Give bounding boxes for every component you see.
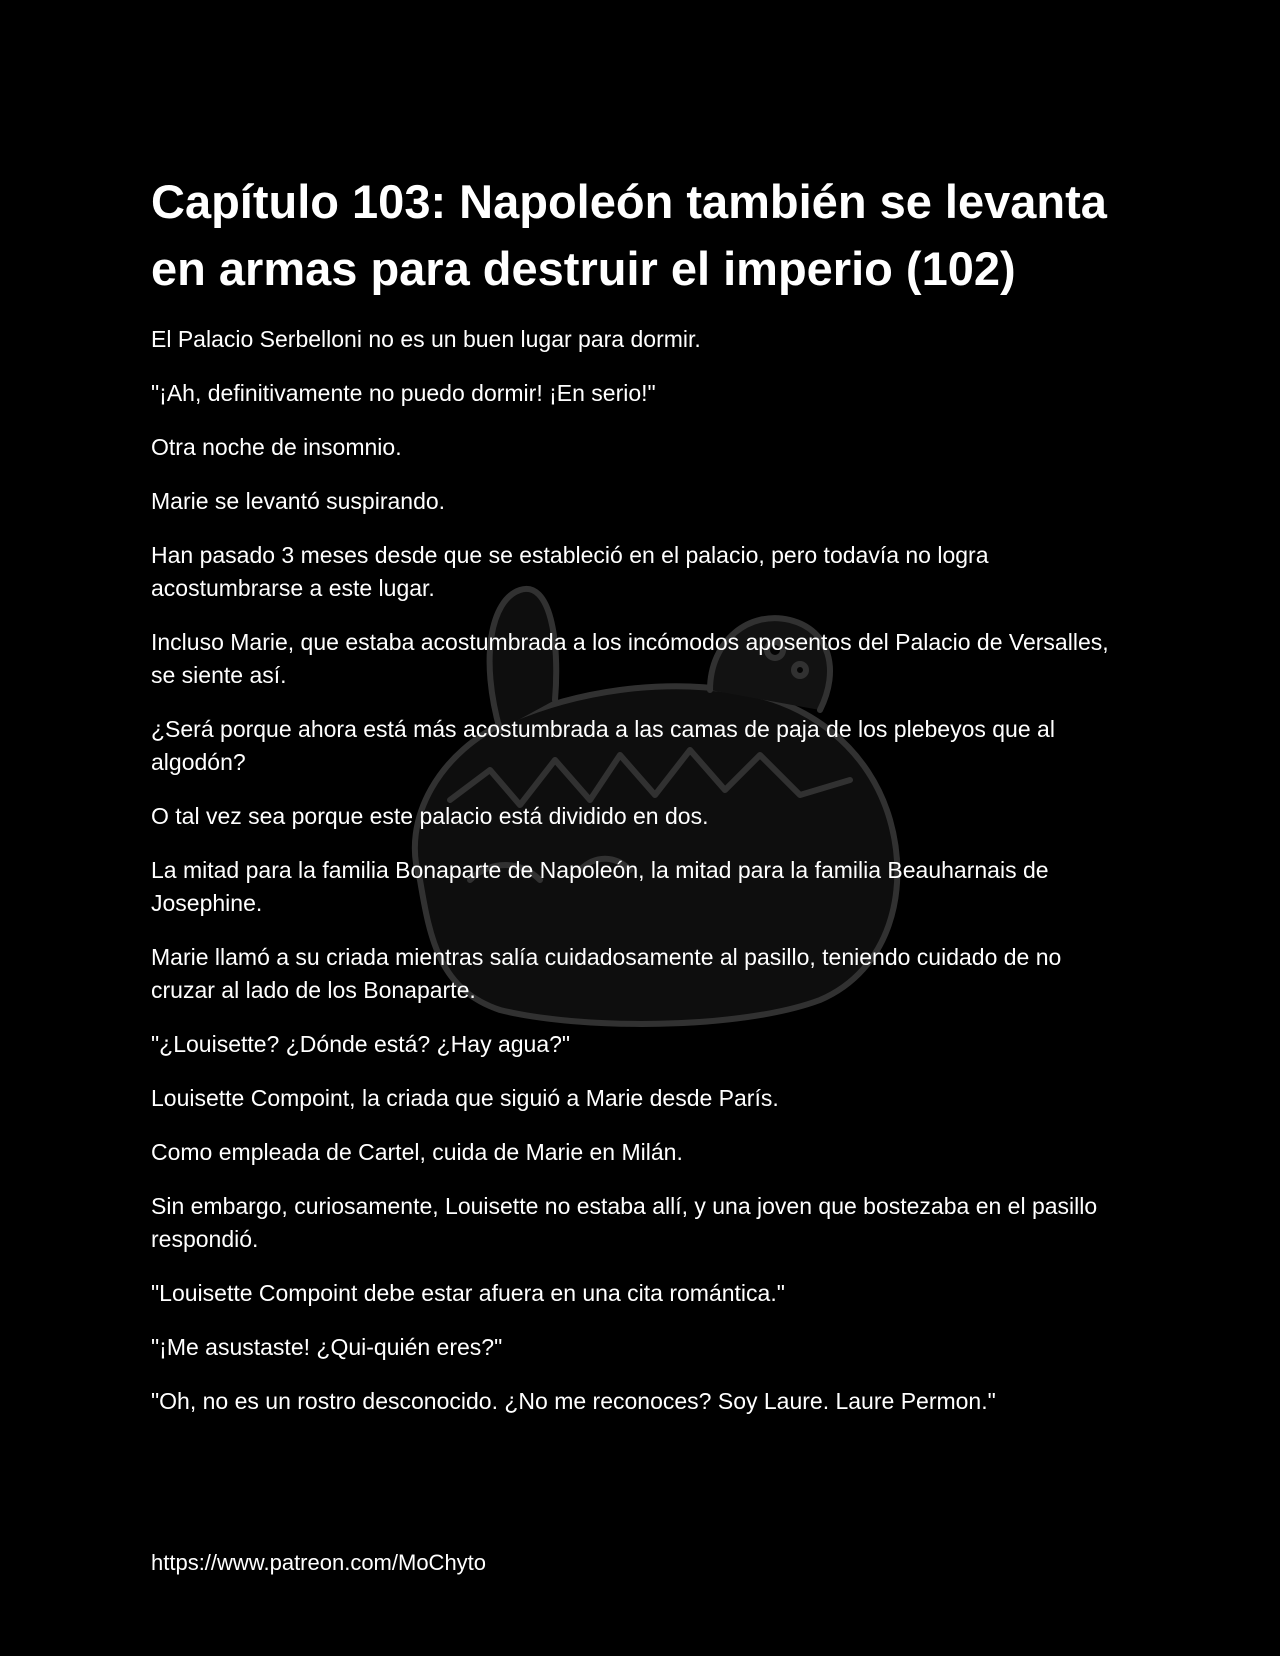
paragraph: ¿Será porque ahora está más acostumbrada a las camas de paja de los plebeyos que al algodón? <box>151 716 1055 775</box>
paragraph: El Palacio Serbelloni no es un buen lugar para dormir. <box>151 326 701 352</box>
paragraph: Marie se levantó suspirando. <box>151 488 446 514</box>
paragraph: Como empleada de Cartel, cuida de Marie en Milán. <box>151 1139 683 1165</box>
document-body <box>151 168 1131 1439</box>
chapter-title: Capítulo 103: Napoleón también se levanta en armas para destruir el imperio (102) <box>151 175 1107 295</box>
paragraph: "¡Me asustaste! ¿Qui-quién eres?" <box>151 1334 503 1360</box>
paragraph: Incluso Marie, que estaba acostumbrada a los incómodos aposentos del Palacio de Versalles, se siente así. <box>151 629 1109 688</box>
paragraph: Otra noche de insomnio. <box>151 434 402 460</box>
paragraph: "¿Louisette? ¿Dónde está? ¿Hay agua?" <box>151 1031 571 1057</box>
paragraph: Han pasado 3 meses desde que se estableció en el palacio, pero todavía no logra acostumbrarse a este lugar. <box>151 542 989 601</box>
paragraph: Sin embargo, curiosamente, Louisette no estaba allí, y una joven que bostezaba en el pasillo respondió. <box>151 1193 1098 1252</box>
patreon-link[interactable]: https://www.patreon.com/MoChyto <box>151 1550 487 1575</box>
paragraph: "Louisette Compoint debe estar afuera en una cita romántica." <box>151 1280 785 1306</box>
paragraph: Louisette Compoint, la criada que siguió a Marie desde París. <box>151 1085 779 1111</box>
paragraph: Marie llamó a su criada mientras salía cuidadosamente al pasillo, teniendo cuidado de no cruzar al lado de los Bonaparte. <box>151 944 1062 1003</box>
paragraph: "Oh, no es un rostro desconocido. ¿No me reconoces? Soy Laure. Laure Permon." <box>151 1388 996 1414</box>
paragraph: La mitad para la familia Bonaparte de Napoleón, la mitad para la familia Beauharnais de Josephine. <box>151 857 1049 916</box>
paragraph: "¡Ah, definitivamente no puedo dormir! ¡En serio!" <box>151 380 656 406</box>
paragraph: O tal vez sea porque este palacio está dividido en dos. <box>151 803 709 829</box>
